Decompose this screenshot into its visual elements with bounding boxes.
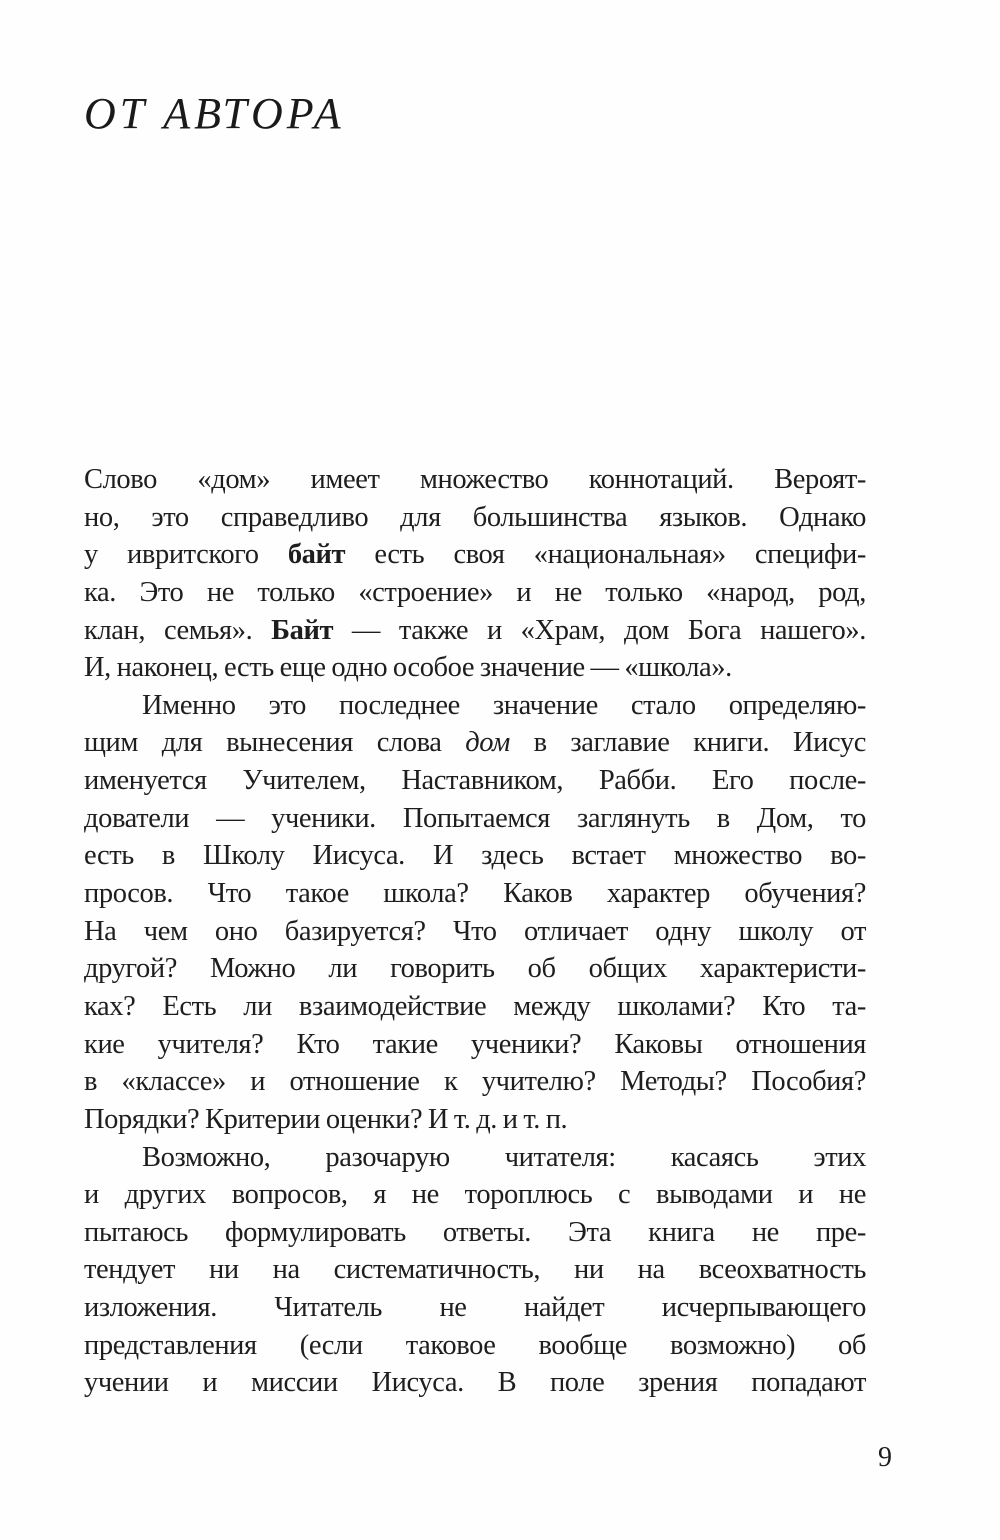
text-segment: щим для вынесения слова: [84, 727, 466, 759]
bold-term: байт: [287, 539, 346, 571]
text-line: [84, 461, 866, 499]
text-line: [84, 800, 866, 838]
text-segment: другой? Можно ли говорить об общих характеристи-: [84, 953, 866, 985]
text-segment: На чем оно базируется? Что отличает одну школу от: [84, 915, 866, 947]
text-segment: кие учителя? Кто такие ученики? Каковы отношения: [84, 1028, 866, 1060]
text-segment: И, наконец, есть еще одно особое значение — «школа».: [84, 652, 732, 684]
text-segment: просов. Что такое школа? Каков характер обучения?: [84, 878, 866, 910]
body-text: [84, 461, 866, 1402]
text-line: [84, 1214, 866, 1252]
text-line: [84, 536, 866, 574]
page-number: 9: [878, 1442, 892, 1473]
text-segment: у ивритского: [84, 539, 288, 571]
bold-term: Байт: [271, 614, 334, 646]
text-segment: ках? Есть ли взаимодействие между школами? Кто та-: [84, 990, 866, 1022]
text-line: [84, 574, 866, 612]
text-line: [84, 1176, 866, 1214]
text-line: [84, 687, 866, 725]
text-line: [84, 913, 866, 951]
text-line: [84, 1139, 866, 1177]
chapter-title: ОТ АВТОРА: [84, 89, 345, 138]
text-line: [84, 1026, 866, 1064]
text-segment: Слово «дом» имеет множество коннотаций. Вероят-: [84, 464, 866, 495]
text-segment: в заглавие книги. Иисус: [509, 727, 866, 759]
text-line: [84, 649, 866, 687]
text-segment: и других вопросов, я не тороплюсь с выводами и не: [84, 1179, 866, 1211]
text-segment: учении и миссии Иисуса. В поле зрения попадают: [84, 1367, 866, 1399]
text-segment: изложения. Читатель не найдет исчерпывающего: [84, 1292, 866, 1324]
text-segment: Именно это последнее значение стало определяю-: [142, 689, 866, 721]
text-line: [84, 1364, 866, 1402]
text-segment: — также и «Храм, дом Бога нашего».: [333, 614, 866, 646]
text-segment: есть своя «национальная» специфи-: [345, 539, 866, 571]
text-segment: именуется Учителем, Наставником, Рабби. Его после-: [84, 765, 866, 797]
text-segment: но, это справедливо для большинства языков. Однако: [84, 501, 866, 533]
text-line: [84, 988, 866, 1026]
text-line: [84, 724, 866, 762]
text-segment: представления (если таковое вообще возможно) об: [84, 1329, 866, 1361]
text-segment: ка. Это не только «строение» и не только «народ, род,: [84, 576, 866, 608]
text-line: [84, 1289, 866, 1327]
text-segment: Возможно, разочарую читателя: касаясь этих: [142, 1141, 866, 1173]
text-line: [84, 499, 866, 537]
italic-term: дом: [465, 727, 510, 759]
text-segment: пытаюсь формулировать ответы. Эта книга не пре-: [84, 1216, 866, 1248]
text-line: [84, 1101, 866, 1139]
text-segment: клан, семья».: [84, 614, 272, 646]
text-line: [84, 875, 866, 913]
text-line: [84, 1327, 866, 1365]
text-line: [84, 950, 866, 988]
text-line: [84, 762, 866, 800]
text-segment: есть в Школу Иисуса. И здесь встает множество во-: [84, 840, 866, 872]
text-segment: тендует ни на систематичность, ни на всеохватность: [84, 1254, 866, 1286]
text-line: [84, 1251, 866, 1289]
text-line: [84, 837, 866, 875]
text-line: [84, 1063, 866, 1101]
text-segment: в «классе» и отношение к учителю? Методы? Пособия?: [84, 1066, 866, 1098]
text-segment: дователи — ученики. Попытаемся заглянуть в Дом, то: [84, 802, 866, 834]
text-line: [84, 612, 866, 650]
text-segment: Порядки? Критерии оценки? И т. д. и т. п.: [84, 1103, 568, 1135]
